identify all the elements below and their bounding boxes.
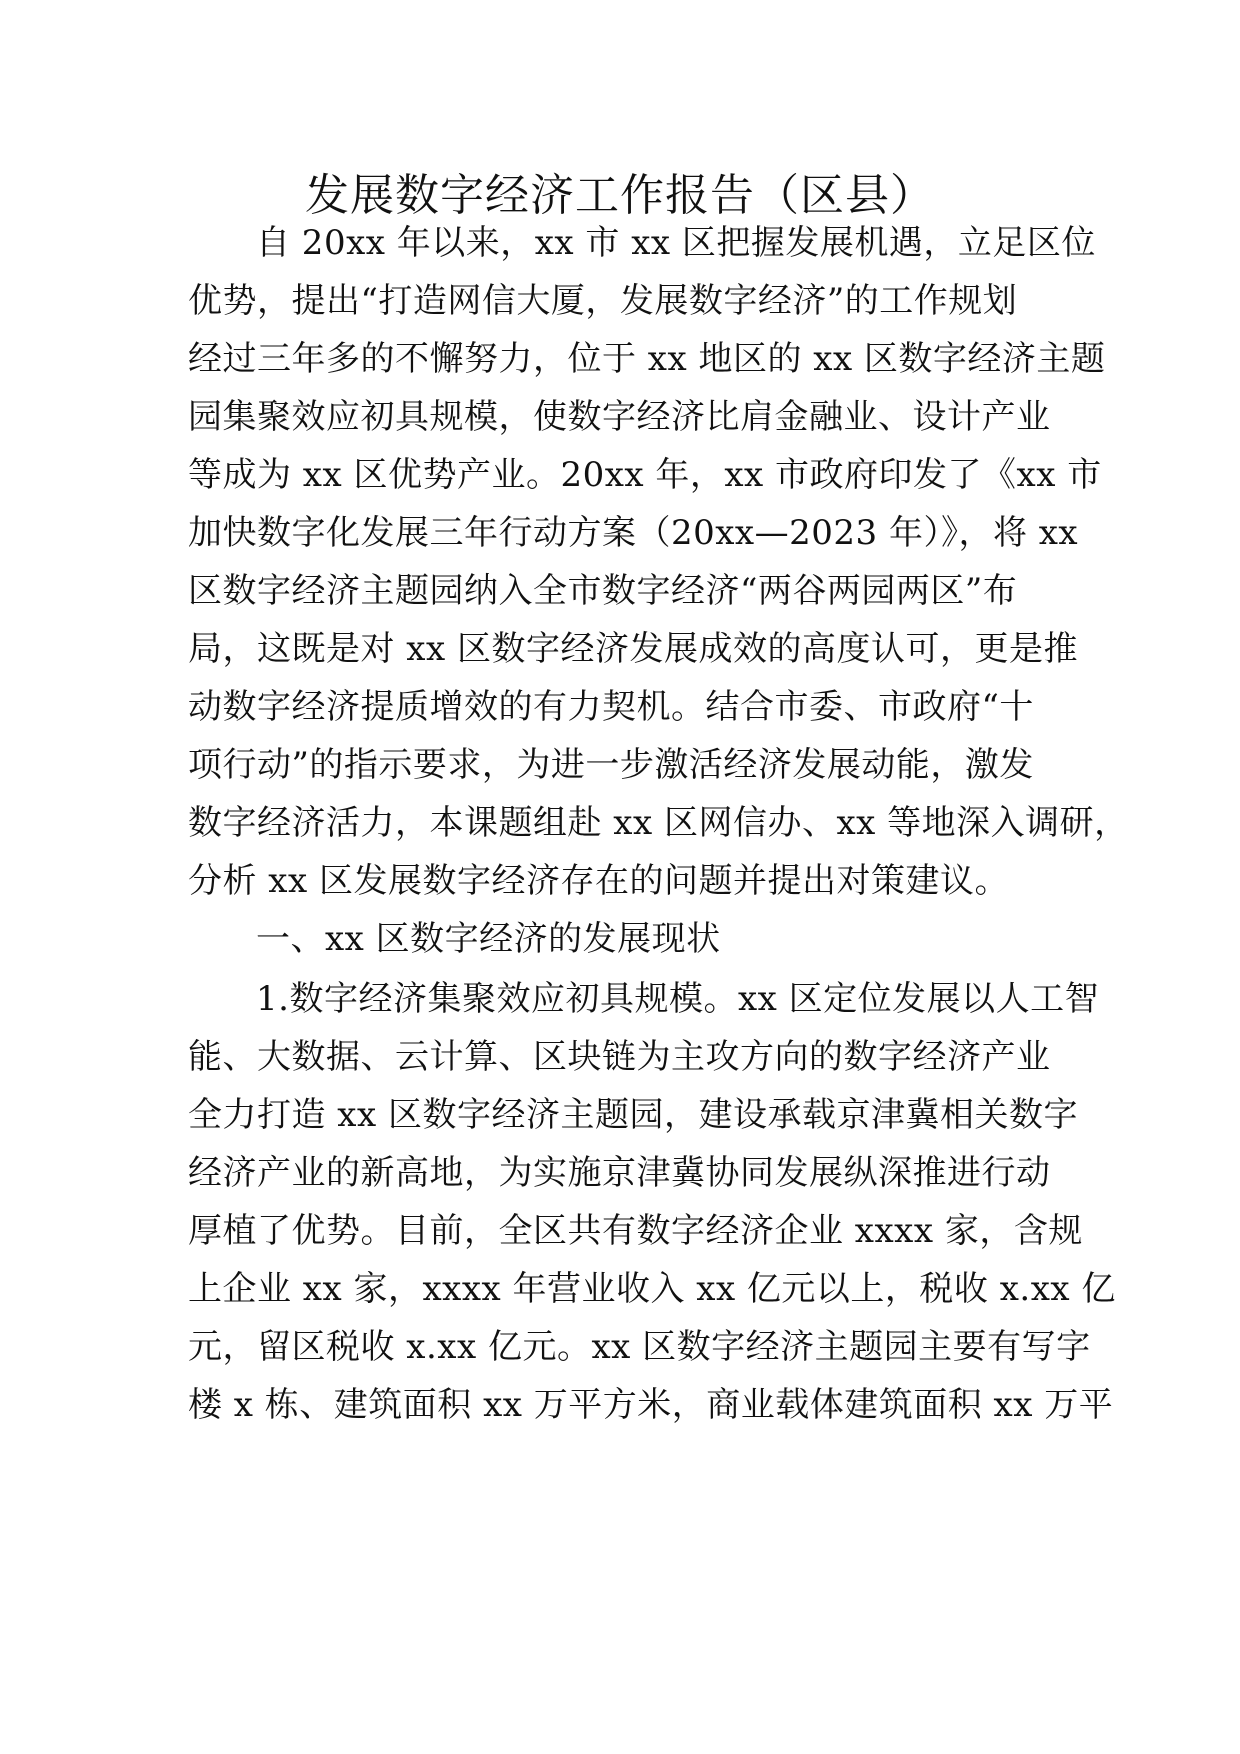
paragraph-line: 加快数字化发展三年行动方案（20xx—2023 年）》，将 xx: [188, 513, 1079, 553]
paragraph-line: 能、大数据、云计算、区块链为主攻方向的数字经济产业: [188, 1037, 1051, 1077]
paragraph-line: 区数字经济主题园纳入全市数字经济“两谷两园两区”布: [188, 571, 1018, 611]
paragraph-line: 自 20xx 年以来，xx 市 xx 区把握发展机遇，立足区位: [256, 223, 1096, 263]
paragraph-line: 上企业 xx 家，xxxx 年营业收入 xx 亿元以上，税收 x.xx 亿: [188, 1269, 1116, 1309]
paragraph-line: 优势，提出“打造网信大厦，发展数字经济”的工作规划: [188, 281, 1018, 321]
paragraph-line: 园集聚效应初具规模，使数字经济比肩金融业、设计产业: [188, 397, 1051, 437]
paragraph-line: 1.数字经济集聚效应初具规模。xx 区定位发展以人工智: [256, 979, 1100, 1019]
paragraph-line: 元，留区税收 x.xx 亿元。xx 区数字经济主题园主要有写字: [188, 1327, 1091, 1367]
paragraph-line: 楼 x 栋、建筑面积 xx 万平方米，商业载体建筑面积 xx 万平: [188, 1385, 1114, 1425]
paragraph-line: 分析 xx 区发展数字经济存在的问题并提出对策建议。: [188, 861, 1009, 901]
paragraph-line: 数字经济活力，本课题组赴 xx 区网信办、xx 等地深入调研，: [188, 803, 1129, 843]
document-title: 发展数字经济工作报告（区县）: [305, 170, 935, 221]
paragraph-line: 局，这既是对 xx 区数字经济发展成效的高度认可，更是推: [188, 629, 1078, 669]
paragraph-line: 经过三年多的不懈努力，位于 xx 地区的 xx 区数字经济主题: [188, 339, 1106, 379]
paragraph-line: 厚植了优势。目前，全区共有数字经济企业 xxxx 家，含规: [188, 1211, 1083, 1251]
paragraph-line: 动数字经济提质增效的有力契机。结合市委、市政府“十: [188, 687, 1034, 727]
paragraph-line: 全力打造 xx 区数字经济主题园，建设承载京津冀相关数字: [188, 1095, 1078, 1135]
section-heading: 一、xx 区数字经济的发展现状: [256, 919, 721, 959]
paragraph-line: 等成为 xx 区优势产业。20xx 年，xx 市政府印发了《xx 市: [188, 455, 1102, 495]
paragraph-line: 经济产业的新高地，为实施京津冀协同发展纵深推进行动: [188, 1153, 1051, 1193]
paragraph-line: 项行动”的指示要求，为进一步激活经济发展动能，激发: [188, 745, 1034, 785]
